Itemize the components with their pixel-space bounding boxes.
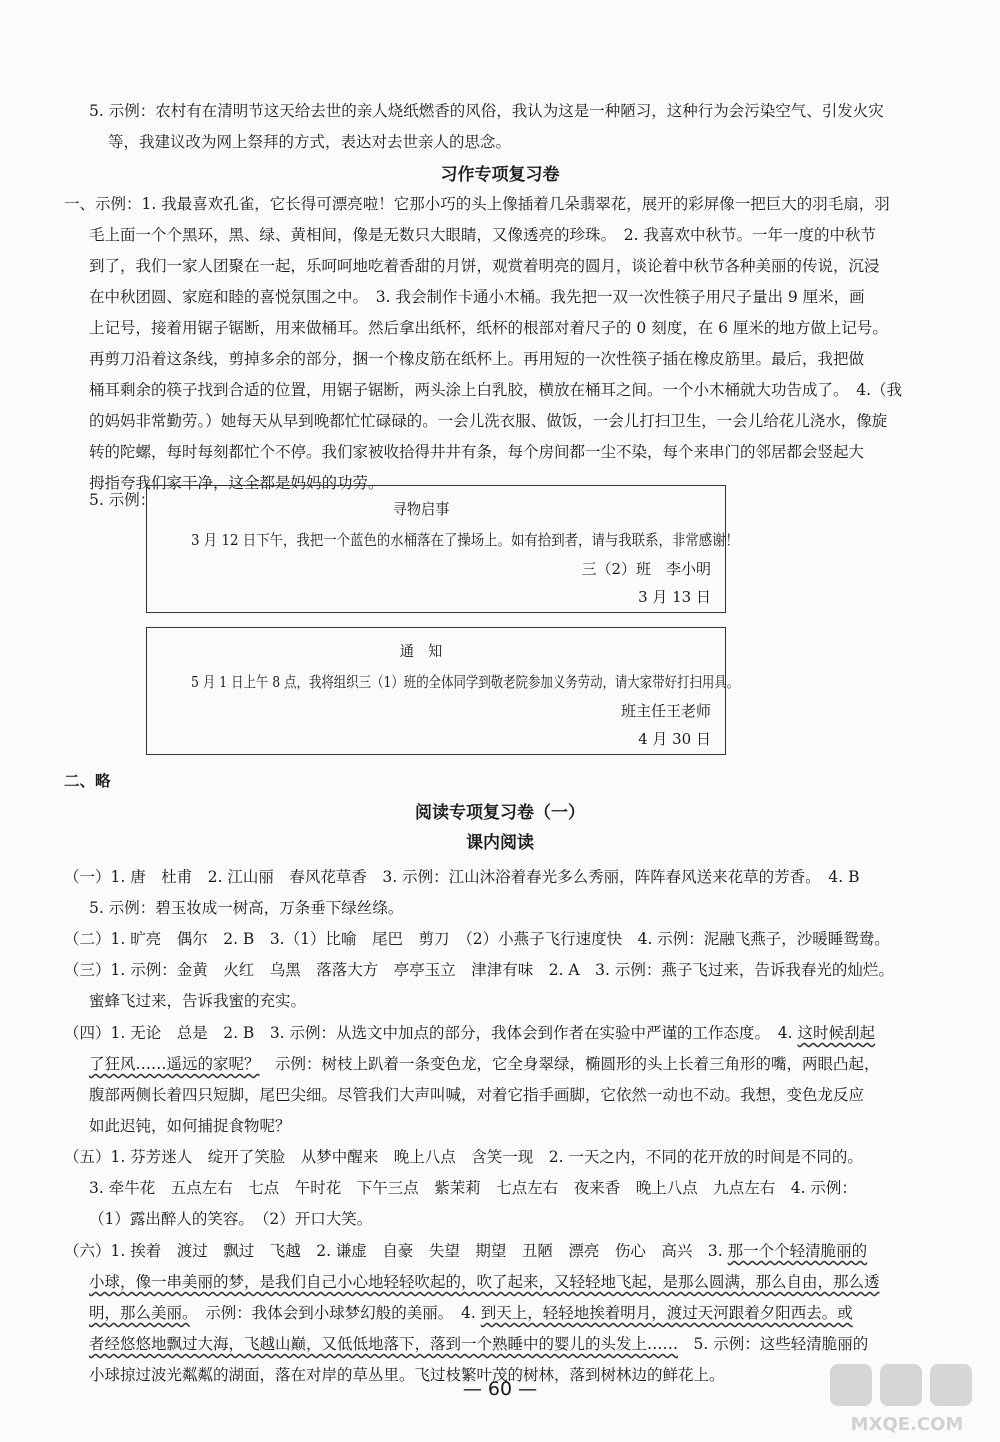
answer-text: 5. 示例：这些轻清脆丽的: [678, 1335, 869, 1353]
answer-line: 一、示例：1. 我最喜欢孔雀，它长得可漂亮啦！它那小巧的头上像插着几朵翡翠花，展开的彩屏像一把巨大的羽毛扇，羽: [64, 195, 890, 213]
underlined-text: 到天上，轻轻地挨着明月，渡过天河跟着夕阳西去。或: [480, 1304, 853, 1322]
answer-line: 毛上面一个个黑环，黑、绿、黄相间，像是无数只大眼睛，又像透亮的珍珠。 2. 我喜欢中秋节。一年一度的中秋节: [89, 226, 876, 244]
underlined-text: 这时候刮起: [797, 1024, 876, 1042]
answer-line: 5. 示例：碧玉妆成一树高，万条垂下绿丝绦。: [89, 899, 404, 917]
section-subtitle: 课内阅读: [466, 833, 534, 853]
watermark-text: MXQE.COM: [850, 1414, 964, 1435]
notice-title: 寻物启事: [392, 500, 450, 518]
answer-line: 桶耳剩余的筷子找到合适的位置，用锯子锯断，两头涂上白乳胶，横放在桶耳之间。一个小木桶就大功告成了。 4.（我: [89, 381, 903, 399]
answer-line: [89, 1049, 880, 1080]
notice-title: 通 知: [399, 642, 443, 660]
answer-text: （六）1. 挨着 渡过 飘过 飞越 2. 谦虚 自豪 失望 期望 丑陋 漂亮 伤心 高兴 3.: [64, 1242, 728, 1260]
section-title: 习作专项复习卷: [440, 165, 560, 185]
answer-text: 示例：树枝上趴着一条变色龙，它全身翠绿，椭圆形的头上长着三角形的嘴，两眼凸起，: [259, 1055, 880, 1073]
answer-line: [64, 1236, 867, 1267]
answer-line: 在中秋团圆、家庭和睦的喜悦氛围之中。 3. 我会制作卡通小木桶。我先把一双一次性筷子用尺子量出 9 厘米，画: [89, 288, 865, 306]
answer-line: 再剪刀沿着这条线，剪掉多余的部分，捆一个橡皮筋在纸杯上。再用短的一次性筷子插在橡皮筋里。最后，我把做: [89, 350, 865, 368]
answer-line: 转的陀螺，每时每刻都忙个不停。我们家被收拾得井井有条，每个房间都一尘不染，每个来串门的邻居都会竖起大: [89, 443, 865, 461]
underlined-text: 了狂风……遥远的家呢？: [89, 1055, 260, 1073]
notice-body: 5 月 1 日上午 8 点，我将组织三（1）班的全体同学到敬老院参加义务劳动，请大家带好打扫用具。: [191, 673, 740, 691]
answer-line: 到了，我们一家人团聚在一起，乐呵呵地吃着香甜的月饼，观赏着明亮的圆月，谈论着中秋节各种美丽的传说，沉浸: [89, 257, 880, 275]
watermark-logo: [822, 1360, 992, 1438]
underlined-text: 那一个个轻清脆丽的: [727, 1242, 868, 1260]
answer-line: （三）1. 示例：金黄 火红 乌黑 落落大方 亭亭玉立 津津有味 2. A 3. 示例：燕子飞过来，告诉我春光的灿烂。: [64, 961, 894, 979]
underlined-text: 小球，像一串美丽的梦，是我们自己小心地轻轻吹起的，吹了起来，又轻轻地飞起，是那么圆满，那么自由，那么透: [89, 1273, 880, 1291]
answer-line: [64, 1018, 875, 1049]
answer-text: 示例：我体会到小球梦幻般的美丽。 4.: [189, 1304, 481, 1322]
answer-line: 如此迟钝，如何捕捉食物呢？: [89, 1117, 291, 1135]
example-label: 5. 示例：: [89, 491, 156, 509]
answer-line: 蜜蜂飞过来，告诉我蜜的充实。: [89, 992, 307, 1010]
answer-line: 3. 牵牛花 五点左右 七点 午时花 下午三点 紫茉莉 七点左右 夜来香 晚上八点 九点左右 4. 示例：: [89, 1179, 857, 1197]
answer-line: 小球掠过波光粼粼的湖面，落在对岸的草丛里。飞过枝繁叶茂的树林，落到树林边的鲜花上。: [89, 1366, 725, 1384]
notice-signer: 班主任王老师: [620, 702, 711, 720]
answer-line: 的妈妈非常勤劳。）她每天从早到晚都忙忙碌碌的。一会儿洗衣服、做饭，一会儿打扫卫生，一会儿给花儿浇水，像旋: [89, 412, 888, 430]
answer-line: 等，我建议改为网上祭拜的方式，表达对去世亲人的思念。: [108, 133, 512, 151]
answer-line: 腹部两侧长着四只短脚，尾巴尖细。尽管我们大声叫喊，对着它指手画脚，它依然一动也不动。我想，变色龙反应: [89, 1086, 865, 1104]
answer-text: （四）1. 无论 总是 2. B 3. 示例：从选文中加点的部分，我体会到作者在实验中严谨的工作态度。 4.: [64, 1024, 798, 1042]
notice-body: 3 月 12 日下午，我把一个蓝色的水桶落在了操场上。如有拾到者，请与我联系，非常感谢！: [191, 531, 739, 549]
answer-line: 上记号，接着用锯子锯断，用来做桶耳。然后拿出纸杯，纸杯的根部对着尺子的 0 刻度，在 6 厘米的地方做上记号。: [89, 319, 888, 337]
answer-line: [89, 1298, 853, 1329]
answer-line: （二）1. 旷亮 偶尔 2. B 3.（1）比喻 尾巴 剪刀 （2）小燕子飞行速度快 4. 示例：泥融飞燕子，沙暖睡鸳鸯。: [64, 930, 890, 948]
page-number: — 60 —: [462, 1378, 538, 1400]
underlined-text: 者经悠悠地飘过大海，飞越山巅，又低低地落下，落到一个熟睡中的婴儿的头发上……: [89, 1335, 679, 1353]
lost-notice-box: [146, 485, 739, 613]
part-two: 二、略: [64, 772, 111, 790]
notice-signer: 三（2）班 李小明: [581, 560, 711, 578]
underlined-text: 明，那么美丽。: [89, 1304, 190, 1322]
notice-box: [146, 627, 740, 755]
notice-date: 3 月 13 日: [638, 588, 711, 606]
notice-date: 4 月 30 日: [638, 730, 711, 748]
answer-line: [89, 1267, 880, 1298]
section-title: 阅读专项复习卷（一）: [415, 803, 585, 823]
answer-line: 5. 示例：农村有在清明节这天给去世的亲人烧纸燃香的风俗，我认为这是一种陋习，这种行为会污染空气、引发火灾: [89, 102, 884, 120]
answer-line: 拇指夸我们家干净，这全都是妈妈的功劳。: [89, 474, 384, 492]
watermark-icon: [822, 1360, 992, 1438]
answer-line: （1）露出醉人的笑容。 （2）开口大笑。: [89, 1210, 373, 1228]
answer-line: [89, 1329, 868, 1360]
answer-line: （五）1. 芬芳迷人 绽开了笑脸 从梦中醒来 晚上八点 含笑一现 2. 一天之内，不同的花开放的时间是不同的。: [64, 1148, 863, 1166]
answer-line: （一）1. 唐 杜甫 2. 江山丽 春风花草香 3. 示例：江山沐浴着春光多么秀丽，阵阵春风送来花草的芳香。 4. B: [64, 868, 860, 886]
